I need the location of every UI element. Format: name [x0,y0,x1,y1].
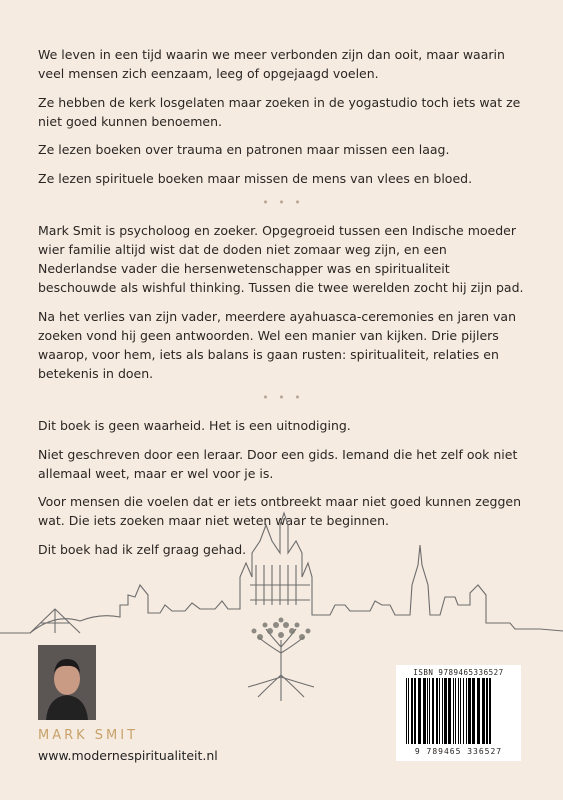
barcode-bar [458,678,459,744]
barcode-bar [453,678,454,744]
barcode-bar [472,678,475,744]
author-name: MARK SMIT [38,728,139,743]
barcode-bar [466,678,467,744]
church-windows [250,565,310,605]
barcode-bar [463,678,464,744]
author-portrait-icon [38,645,96,720]
barcode-bar [427,678,428,744]
closing-paragraph-1: Dit boek is geen waarheid. Het is een uitnodiging. [38,418,351,433]
barcode-bar [432,678,434,744]
barcode-bar [460,678,461,744]
isbn-barcode [396,665,521,761]
isbn-label: ISBN 9789465336527 [413,668,504,677]
tree-roots [248,675,314,701]
barcode-bar [414,678,416,744]
barcode-bar [455,678,456,744]
tree-crown-icon [252,618,311,641]
intro-paragraph-2: Ze hebben de kerk losgelaten maar zoeken in de yogastudio toch iets wat ze niet goed kunnen benoemen. [38,94,521,129]
bio-paragraph-1: Mark Smit is psycholoog en zoeker. Opgegroeid tussen een Indische moeder wier familie altijd wist dat de doden niet zomaar weg zijn, en een Nederlandse vader die hersenwetenschapper was en spiritualiteit beschouwde als wishful thinking. Tussen die twee werelden zocht hij zijn pad. [38,223,524,295]
intro-paragraph-4: Ze lezen spirituele boeken maar missen de mens van vlees en bloed. [38,170,473,186]
author-website-link[interactable]: www.modernespiritualiteit.nl [38,748,218,763]
intro-paragraph-1: We leven in een tijd waarin we meer verbonden zijn dan ooit, maar waarin veel mensen zich eenzaam, leeg of opgejaagd voelen. [38,47,505,81]
barcode-bar [406,678,407,744]
barcode-bar [429,678,430,744]
barcode-bar [411,678,413,744]
bio-paragraph-2: Na het verlies van zijn vader, meerdere ayahuasca-ceremonies en jaren van zoeken vond hij geen antwoorden. Wel een manier van kijken. Drie pijlers waarop, voor hem, iets als balans is gaan rusten: spiritualiteit, relaties en betekenis in doen. [38,308,517,381]
closing-paragraph-4: Dit boek had ik zelf graag gehad. [38,541,247,557]
skyline-line [0,513,563,633]
barcode-bar [477,678,480,744]
barcode-bar [423,678,426,744]
barcode-bar [482,678,485,744]
barcode-bar [436,678,438,744]
closing-paragraph-2: Niet geschreven door een leraar. Door een gids. Iemand die het zelf ook niet allemaal weet, maar er wel voor je is. [38,446,518,481]
barcode-bar [444,678,447,744]
barcode-bar [439,678,440,744]
separator-dots-1: • • • [262,196,304,209]
barcode-bar [486,678,488,744]
barcode-bar [418,678,421,744]
author-photo [38,645,96,720]
intro-paragraph-3: Ze lezen boeken over trauma en patronen maar missen een laag. [38,142,450,157]
barcode-digits: 9 789465 336527 [414,747,503,756]
closing-paragraph-3: Voor mensen die voelen dat er iets ontbreekt maar niet goed kunnen zeggen wat. Die iets zoeken maar niet weten waar te beginnen. [38,494,522,528]
barcode-bar [448,678,451,744]
barcode-bar [442,678,443,744]
bridge-icon [30,609,80,633]
barcode-bar [489,678,491,744]
back-cover-text [38,45,528,568]
separator-dots-2: • • • [262,391,304,404]
barcode-bar [468,678,471,744]
barcode-bar [408,678,409,744]
